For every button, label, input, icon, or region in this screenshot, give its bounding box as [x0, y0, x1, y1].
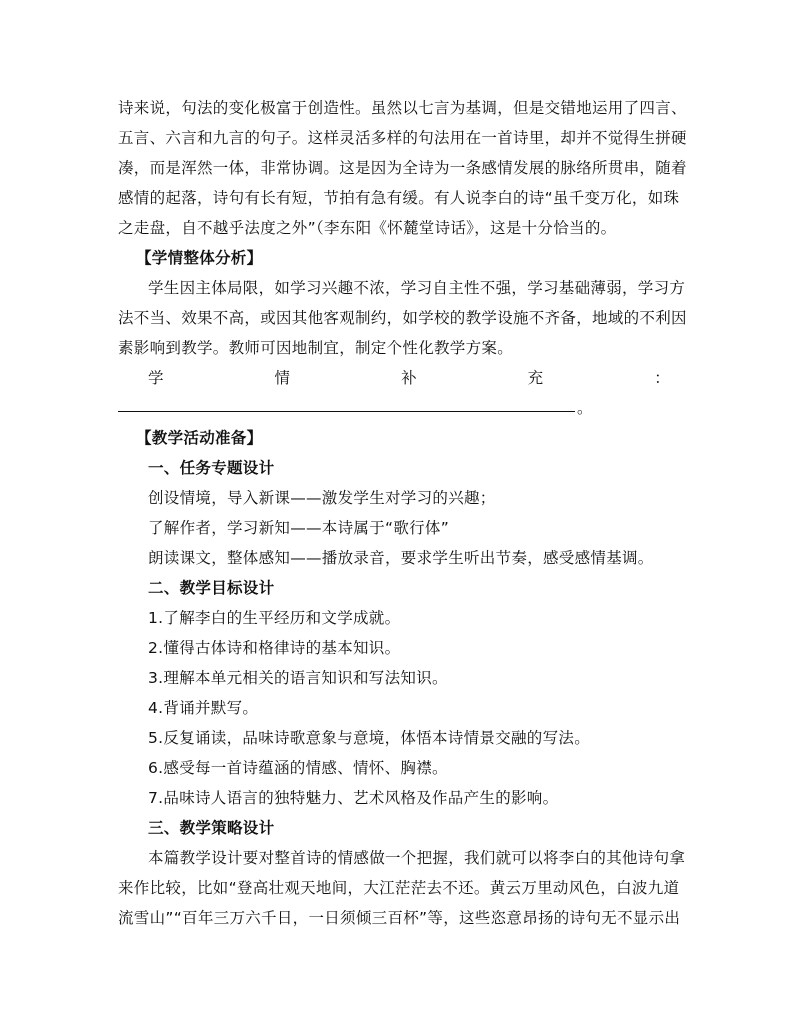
- task-item: 创设情境，导入新课——激发学生对学习的兴趣；: [148, 489, 496, 507]
- goal-item: 2.懂得古体诗和格律诗的基本知识。: [148, 639, 401, 657]
- paragraph-line: 感情的起落，诗句有长有短，节拍有急有缓。有人说李白的诗“虽千变万化，如珠: [118, 189, 680, 207]
- paragraph-line: 法不当、效果不高，或因其他客观制约，如学校的教学设施不齐备，地域的不利因: [118, 309, 687, 327]
- paragraph-line: 凑，而是浑然一体，非常协调。这是因为全诗为一条感情发展的脉络所贯串，随着: [118, 159, 687, 177]
- paragraph-line: 来作比较，比如“登高壮观天地间，大江茫茫去不还。黄云万里动风色，白波九道: [118, 879, 680, 897]
- subsection-heading: 一、任务专题设计: [148, 459, 275, 477]
- fill-in-blank-line: [118, 411, 575, 412]
- goal-item: 6.感受每一首诗蕴涵的情感、情怀、胸襟。: [148, 759, 448, 777]
- supplement-char: 补: [401, 369, 417, 387]
- goal-item: 1.了解李白的生平经历和文学成就。: [148, 609, 401, 627]
- task-item: 朗读课文，整体感知——播放录音，要求学生听出节奏，感受感情基调。: [148, 549, 654, 567]
- goal-item: 4.背诵并默写。: [148, 699, 259, 717]
- task-item: 了解作者，学习新知——本诗属于“歌行体”: [148, 519, 450, 537]
- paragraph-line: 本篇教学设计要对整首诗的情感做一个把握，我们就可以将李白的其他诗句拿: [148, 849, 686, 867]
- goal-item: 3.理解本单元相关的语言知识和写法知识。: [148, 669, 448, 687]
- paragraph-line: 五言、六言和九言的句子。这样灵活多样的句法用在一首诗里，却并不觉得生拼硬: [118, 129, 687, 147]
- paragraph-line: 流雪山”“百年三万六千日，一日须倾三百杯”等，这些恣意昂扬的诗句无不显示出: [118, 909, 681, 927]
- section-heading-learning: 【学情整体分析】: [136, 249, 263, 267]
- paragraph-line: 诗来说，句法的变化极富于创造性。虽然以七言为基调，但是交错地运用了四言、: [118, 99, 687, 117]
- paragraph-line: 之走盘，自不越乎法度之外”（李东阳《怀麓堂诗话》，这是十分恰当的。: [118, 219, 617, 237]
- paragraph-line: 素影响到教学。教师可因地制宜，制定个性化教学方案。: [118, 339, 514, 357]
- goal-item: 7.品味诗人语言的独特魅力、艺术风格及作品产生的影响。: [148, 789, 559, 807]
- supplement-char: 情: [274, 369, 291, 387]
- learning-supplement-label: [148, 368, 670, 388]
- subsection-heading: 三、教学策略设计: [148, 819, 275, 837]
- section-heading-prep: 【教学活动准备】: [136, 429, 263, 447]
- supplement-char: 充: [527, 369, 544, 387]
- supplement-char: ：: [654, 369, 670, 387]
- paragraph-line: 学生因主体局限，如学习兴趣不浓，学习自主性不强，学习基础薄弱，学习方: [148, 279, 686, 297]
- subsection-heading: 二、教学目标设计: [148, 579, 275, 597]
- blank-line-period: 。: [577, 399, 593, 417]
- supplement-char: 学: [148, 369, 164, 387]
- goal-item: 5.反复诵读，品味诗歌意象与意境，体悟本诗情景交融的写法。: [148, 729, 590, 747]
